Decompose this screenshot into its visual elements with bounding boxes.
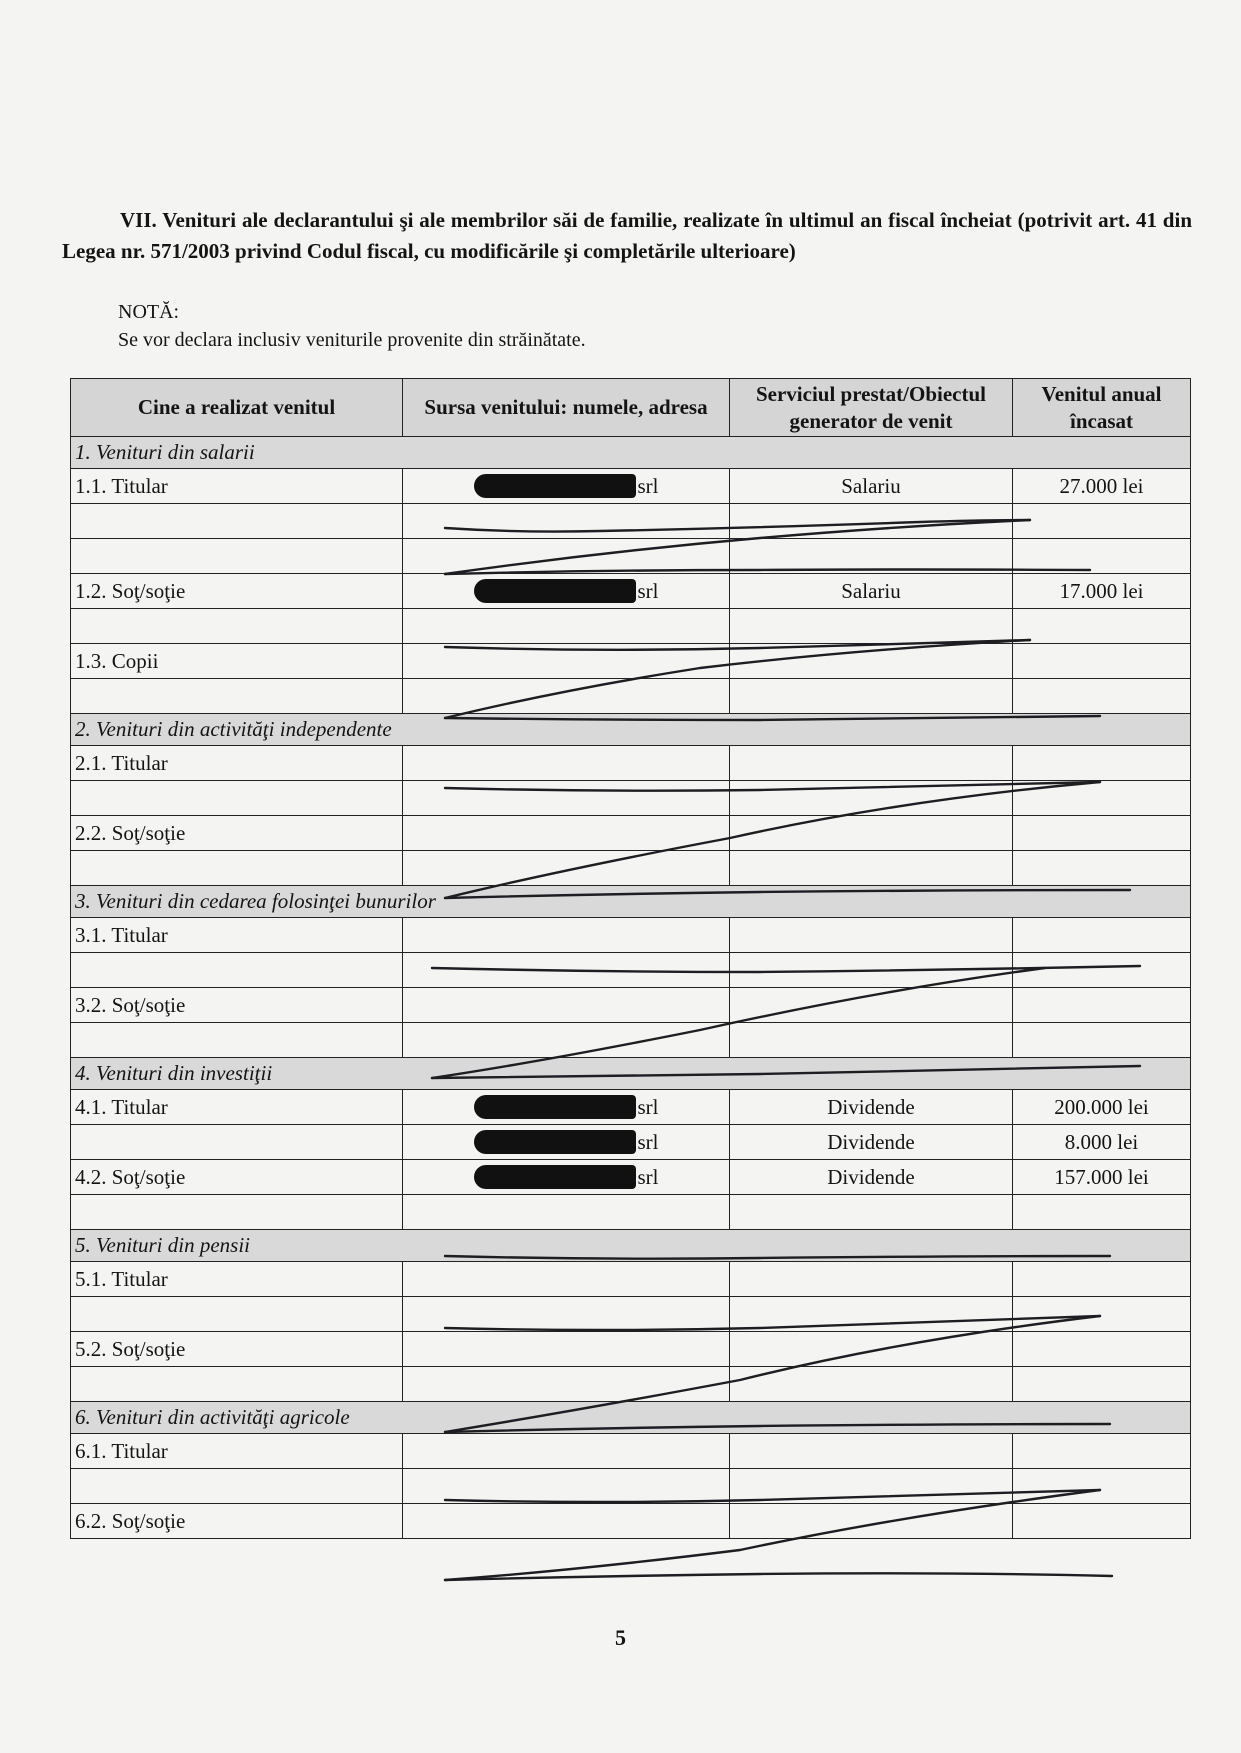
table-row (71, 1125, 1191, 1160)
section-row (71, 437, 1191, 469)
cell-who: 3.1. Titular (71, 918, 403, 953)
cell-who: 2.1. Titular (71, 746, 403, 781)
cell-amount: 27.000 lei (1013, 469, 1191, 504)
redaction-mark (474, 579, 636, 603)
section-title: 3. Venituri din cedarea folosinţei bunurilor (71, 886, 1191, 918)
table-row (71, 1297, 1191, 1332)
section-row (71, 886, 1191, 918)
table-row (71, 781, 1191, 816)
table-row (71, 504, 1191, 539)
table-row (71, 1469, 1191, 1504)
col-header-who: Cine a realizat venitul (71, 379, 403, 437)
section-title: 1. Venituri din salarii (71, 437, 1191, 469)
table-row (71, 679, 1191, 714)
cell-amount: 200.000 lei (1013, 1090, 1191, 1125)
cell-amount: 157.000 lei (1013, 1160, 1191, 1195)
section-row (71, 714, 1191, 746)
col-header-amount: Venitul anual încasat (1013, 379, 1191, 437)
table-row (71, 1434, 1191, 1469)
redaction-mark (474, 474, 636, 498)
source-suffix: srl (637, 578, 659, 603)
table-row (71, 539, 1191, 574)
cell-source (403, 469, 730, 504)
source-suffix: srl (637, 473, 659, 498)
table-row (71, 644, 1191, 679)
cell-source (403, 574, 730, 609)
source-suffix: srl (637, 1164, 659, 1189)
table-row (71, 1504, 1191, 1539)
col-header-source: Sursa venitului: numele, adresa (403, 379, 730, 437)
cell-service: Dividende (730, 1090, 1013, 1125)
table-row (71, 469, 1191, 504)
table-row (71, 1160, 1191, 1195)
table-row (71, 746, 1191, 781)
section-title: 4. Venituri din investiţii (71, 1058, 1191, 1090)
strike-mark (445, 1573, 1112, 1580)
source-suffix: srl (637, 1129, 659, 1154)
cell-source (403, 1125, 730, 1160)
page-number: 5 (615, 1625, 626, 1650)
cell-who: 4.2. Soţ/soţie (71, 1160, 403, 1195)
redaction-mark (474, 1095, 636, 1119)
cell-who: 3.2. Soţ/soţie (71, 988, 403, 1023)
section-title: 6. Venituri din activităţi agricole (71, 1402, 1191, 1434)
redaction-mark (474, 1165, 636, 1189)
table-row (71, 574, 1191, 609)
note-label: NOTĂ: (118, 301, 180, 323)
note-block (118, 298, 586, 354)
redaction-mark (474, 1130, 636, 1154)
source-suffix: srl (637, 1094, 659, 1119)
cell-service: Dividende (730, 1160, 1013, 1195)
table-row (71, 918, 1191, 953)
cell-who: 1.3. Copii (71, 644, 403, 679)
cell-who: 1.2. Soţ/soţie (71, 574, 403, 609)
table-row (71, 851, 1191, 886)
table-row (71, 1367, 1191, 1402)
note-text: Se vor declara inclusiv veniturile provenite din străinătate. (118, 329, 586, 351)
section-row (71, 1230, 1191, 1262)
cell-who: 2.2. Soţ/soţie (71, 816, 403, 851)
table-row (71, 609, 1191, 644)
cell-who: 6.1. Titular (71, 1434, 403, 1469)
cell-source (403, 1090, 730, 1125)
section-title: 5. Venituri din pensii (71, 1230, 1191, 1262)
table-row (71, 816, 1191, 851)
table-row (71, 988, 1191, 1023)
cell-who: 1.1. Titular (71, 469, 403, 504)
table-row (71, 1090, 1191, 1125)
table-header-row (71, 379, 1191, 437)
cell-who: 6.2. Soţ/soţie (71, 1504, 403, 1539)
cell-who: 5.2. Soţ/soţie (71, 1332, 403, 1367)
section-row (71, 1058, 1191, 1090)
table-row (71, 1195, 1191, 1230)
cell-service: Dividende (730, 1125, 1013, 1160)
cell-service: Salariu (730, 574, 1013, 609)
section-row (71, 1402, 1191, 1434)
section-title: 2. Venituri din activităţi independente (71, 714, 1191, 746)
col-header-service: Serviciul prestat/Obiectul generator de venit (730, 379, 1013, 437)
income-table (70, 378, 1191, 1539)
cell-service: Salariu (730, 469, 1013, 504)
cell-who: 5.1. Titular (71, 1262, 403, 1297)
table-row (71, 1262, 1191, 1297)
table-row (71, 953, 1191, 988)
table-row (71, 1023, 1191, 1058)
cell-who: 4.1. Titular (71, 1090, 403, 1125)
cell-source (403, 1160, 730, 1195)
section-heading: VII. Venituri ale declarantului şi ale membrilor săi de familie, realizate în ultimul an fiscal încheiat (potrivit art. 41 din Legea nr. 571/2003 privind Codul fiscal, cu modificările şi completările ulterioare) (62, 208, 1192, 263)
cell-amount: 8.000 lei (1013, 1125, 1191, 1160)
cell-amount: 17.000 lei (1013, 574, 1191, 609)
table-row (71, 1332, 1191, 1367)
